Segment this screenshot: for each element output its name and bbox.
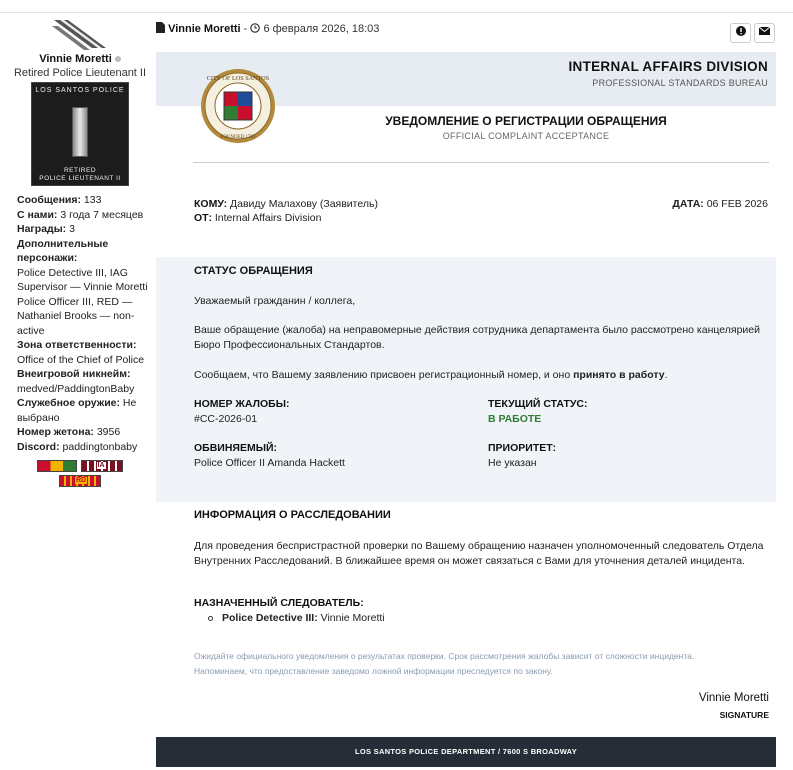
- seal-text: CITY OF LOS SANTOS: [206, 75, 270, 82]
- priority-label: ПРИОРИТЕТ:: [488, 442, 557, 454]
- investigator-label: НАЗНАЧЕННЫЙ СЛЕДОВАТЕЛЬ:: [194, 597, 364, 609]
- ribbon-rd[interactable]: RD: [59, 475, 101, 487]
- stat-member-since: С нами: 3 года 7 месяцев: [17, 208, 144, 221]
- accused-value: Police Officer II Amanda Hackett: [194, 457, 345, 469]
- status-paragraph-1: Ваше обращение (жалоба) на неправомерные действия сотрудника департамента было рассмотрено канцелярией Бюро Профессиональных Стандартов.: [194, 324, 761, 351]
- award-ribbons: [10, 460, 150, 487]
- current-status-value: В РАБОТЕ: [488, 413, 542, 425]
- stat-alt-character-1: Police Detective III, IAG Supervisor — Vinnie Moretti: [17, 266, 148, 293]
- badge-card-top-text: LOS SANTOS POLICE: [35, 87, 125, 94]
- rank-badge-image: [31, 82, 129, 186]
- header-divider: [193, 162, 769, 163]
- badge-card-retired-text: RETIRED: [63, 167, 97, 174]
- notice-title: УВЕДОМЛЕНИЕ О РЕГИСТРАЦИИ ОБРАЩЕНИЯ: [385, 114, 667, 128]
- complaint-number-value: #CC-2026-01: [194, 413, 258, 425]
- post-author-link[interactable]: Vinnie Moretti: [168, 23, 241, 35]
- file-icon: [156, 22, 165, 33]
- division-title: INTERNAL AFFAIRS DIVISION: [568, 59, 768, 74]
- stat-weapon: Служебное оружие: Не выбрано: [17, 397, 137, 424]
- stat-alt-characters: Дополнительные персонажи:: [17, 237, 109, 264]
- greeting-text: Уважаемый гражданин / коллега,: [194, 295, 356, 307]
- badge-card-rank-text: POLICE LIEUTENANT II: [39, 175, 121, 182]
- ribbon-medal-1[interactable]: [37, 460, 77, 472]
- accused-label: ОБВИНЯЕМЫЙ:: [194, 442, 278, 454]
- footnote-2: Напоминаем, что предоставление заведомо ложной информации преследуется по закону.: [194, 666, 553, 676]
- profile-username[interactable]: Vinnie Moretti: [10, 53, 150, 65]
- signature-name: Vinnie Moretti: [698, 692, 769, 704]
- exclamation-icon: [736, 26, 746, 36]
- envelope-icon: [759, 27, 770, 35]
- complaint-number-label: НОМЕР ЖАЛОБЫ:: [194, 398, 290, 410]
- priority-value: Не указан: [488, 457, 537, 469]
- ribbon-ia[interactable]: IA: [81, 460, 123, 472]
- document-date: ДАТА: 06 FEB 2026: [672, 198, 768, 210]
- clock-icon: [250, 23, 260, 33]
- notice-subtitle: OFFICIAL COMPLAINT ACCEPTANCE: [442, 131, 610, 141]
- current-status-label: ТЕКУЩИЙ СТАТУС:: [488, 398, 588, 410]
- stat-messages: Сообщения: 133: [17, 194, 102, 206]
- investigator-list-item: Police Detective III: Vinnie Moretti: [208, 612, 385, 624]
- document-footer: LOS SANTOS POLICE DEPARTMENT / 7600 S BROADWAY: [156, 737, 776, 767]
- profile-stats: [10, 193, 150, 454]
- rank-chevrons-avatar[interactable]: [50, 20, 110, 50]
- stat-awards: Награды: 3: [17, 223, 75, 235]
- bullet-icon: [208, 616, 213, 621]
- seal-year-text: FOUNDED 1781: [220, 135, 256, 140]
- stat-badge-number: Номер жетона: 3956: [17, 426, 121, 438]
- sender-line: ОТ: Internal Affairs Division: [194, 212, 322, 224]
- report-button[interactable]: [730, 23, 751, 43]
- status-paragraph-2: Сообщаем, что Вашему заявлению присвоен регистрационный номер, и оно принято в работу.: [194, 369, 668, 381]
- post-meta: [156, 22, 379, 35]
- stat-area-value: Office of the Chief of Police: [17, 353, 145, 366]
- stat-alt-character-2: Police Officer III, RED — Nathaniel Brooks — non-active: [17, 295, 135, 337]
- online-status-icon: [115, 56, 121, 62]
- profile-rank-title: Retired Police Lieutenant II: [13, 67, 147, 79]
- stat-area: Зона ответственности:: [17, 339, 137, 351]
- stat-ooc-nick: Внеигровой никнейм:: [17, 368, 131, 380]
- recipient-line: КОМУ: Давиду Малахову (Заявитель): [194, 198, 378, 210]
- investigation-section-title: ИНФОРМАЦИЯ О РАССЛЕДОВАНИИ: [194, 509, 391, 521]
- investigation-paragraph: Для проведения беспристрастной проверки по Вашему обращению назначен уполномоченный следователь Отдела Внутренних Расследований. В ближайшее время он может связаться с Вами для уточнения деталей инцидента.: [194, 540, 764, 567]
- bureau-subtitle: PROFESSIONAL STANDARDS BUREAU: [592, 78, 768, 88]
- stat-discord: Discord: paddingtonbaby: [17, 440, 138, 453]
- top-divider: [0, 12, 793, 13]
- meta-separator: -: [240, 23, 251, 35]
- status-section-title: СТАТУС ОБРАЩЕНИЯ: [194, 265, 313, 277]
- lieutenant-bar-icon: [72, 107, 88, 157]
- private-message-button[interactable]: [754, 23, 775, 43]
- post-datetime[interactable]: 6 февраля 2026, 18:03: [263, 23, 380, 35]
- stat-ooc-nick-value: medved/PaddingtonBaby: [17, 382, 135, 395]
- user-profile-panel: [10, 20, 150, 487]
- footnote-1: Ожидайте официального уведомления о результатах проверки. Срок рассмотрения жалобы зависит от сложности инцидента.: [194, 651, 695, 661]
- signature-label: SIGNATURE: [719, 710, 769, 720]
- city-seal-logo: [200, 68, 276, 144]
